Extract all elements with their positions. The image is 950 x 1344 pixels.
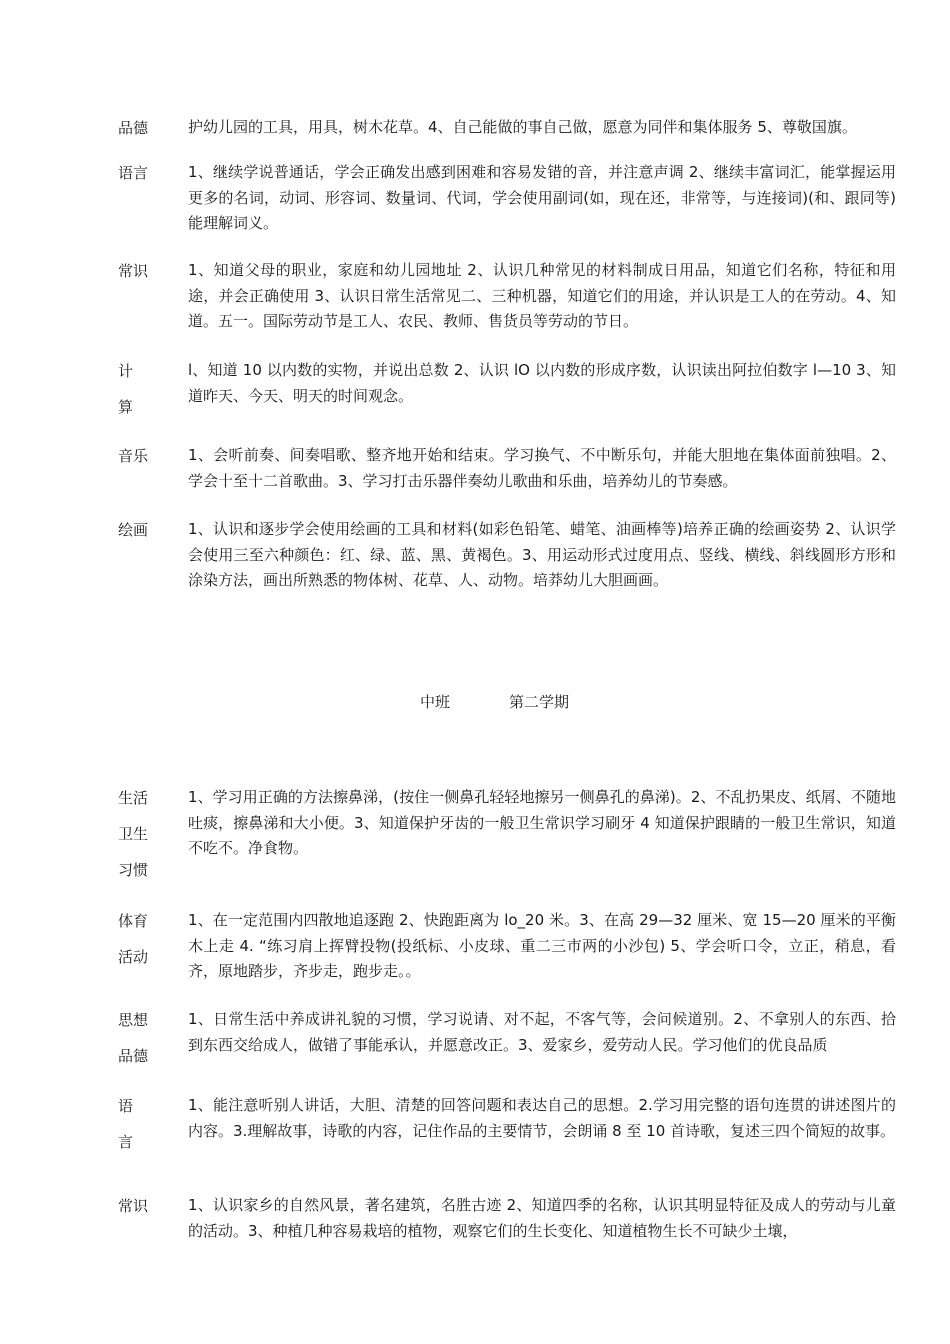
subject-label: 生活卫生习惯 bbox=[118, 789, 149, 879]
subject-content: 1、知道父母的职业，家庭和幼儿园地址 2、认识几种常见的材料制成日用品，知道它们名称，特征和用途，并会正确使用 3、认识日常生活常见二、三种机器，知道它们的用途，并认识是工人的在劳动。4、知道。五一。国际劳动节是工人、农民、教师、售货员等劳动的节日。 bbox=[188, 261, 896, 330]
term-name: 第二学期 bbox=[509, 693, 570, 711]
subject-label: 思想品德 bbox=[118, 1011, 149, 1065]
subject-content: 1、学习用正确的方法擦鼻涕，(按住一侧鼻孔轻轻地擦另一侧鼻孔的鼻涕)。2、不乱扔果皮、纸屑、不随地吐痰，擦鼻涕和大小便。3、知道保护牙齿的一般卫生常识学习刷牙 4 知道保护跟睛的一般卫生常识，知道不吃不。净食物。 bbox=[188, 788, 896, 857]
subject-label: 计算 bbox=[118, 362, 134, 416]
subject-label: 绘画 bbox=[118, 521, 149, 539]
subject-label: 音乐 bbox=[118, 447, 149, 465]
subject-content: 1、会听前奏、间奏唱歌、整齐地开始和结束。学习换气、不中断乐句，并能大胆地在集体面前独唱。2、学会十至十二首歌曲。3、学习打击乐器伴奏幼儿歌曲和乐曲，培养幼儿的节奏感。 bbox=[188, 446, 896, 490]
subject-content: 1、日常生活中养成讲礼貌的习惯，学习说请、对不起，不客气等，会问候道别。2、不拿别人的东西、拾到东西交给成人，做错了事能承认，并愿意改正。3、爱家乡，爱劳动人民。学习他们的优良品质 bbox=[188, 1010, 896, 1054]
subject-content: 1、认识和逐步学会使用绘画的工具和材料(如彩色铅笔、蜡笔、油画棒等)培养正确的绘画姿势 2、认识学会使用三至六种颜色：红、绿、蓝、黑、黄褐色。3、用运动形式过度用点、竖线、横线、斜线圆形方形和涂染方法，画出所熟悉的物体树、花草、人、动物。培莽幼儿大胆画画。 bbox=[188, 520, 896, 589]
subject-label: 语言 bbox=[118, 1097, 134, 1151]
subject-content: 1、能注意听别人讲话，大胆、清楚的回答问题和表达自己的思想。2.学习用完整的语句连贯的讲述图片的内容。3.理解故事，诗歌的内容，记住作品的主要情节，会朗诵 8 至 10 首诗歌，复述三四个简短的故事。 bbox=[188, 1096, 896, 1140]
subject-label: 常识 bbox=[118, 1197, 149, 1215]
subject-content: 1、认识家乡的自然风景，著名建筑，名胜古迹 2、知道四季的名称，认识其明显特征及成人的劳动与儿童的活动。3、种植几种容易栽培的植物，观察它们的生长变化、知道植物生长不可缺少土壤， bbox=[188, 1196, 896, 1240]
subject-content: 护幼儿园的工具，用具，树木花草。4、自己能做的事自己做，愿意为同伴和集体服务 5、尊敬国旗。 bbox=[188, 118, 857, 136]
subject-content: 1、在一定范围内四散地追逐跑 2、快跑距离为 lo_20 米。3、在高 29—32 厘米、宽 15—20 厘米的平衡木上走 4. “练习肩上挥臂投物(投纸标、小皮球、重二三市两的小沙包) 5、学会听口令，立正，稍息，看齐，原地踏步，齐步走，跑步走。。 bbox=[188, 911, 896, 980]
subject-label: 常识 bbox=[118, 262, 149, 280]
subject-label: 体育活动 bbox=[118, 912, 149, 966]
class-name: 中班 bbox=[420, 693, 451, 711]
subject-content: l、知道 10 以内数的实物，并说出总数 2、认识 lO 以内数的形成序数，认识读出阿拉伯数字 l—10 3、知道昨天、今天、明天的时间观念。 bbox=[188, 361, 896, 405]
subject-label: 语言 bbox=[118, 164, 149, 182]
subject-label: 品德 bbox=[118, 119, 149, 137]
subject-content: 1、继续学说普通话，学会正确发出感到困难和容易发错的音，并注意声调 2、继续丰富词汇，能掌握运用更多的名词，动词、形容词、数量词、代词，学会使用副词(如，现在还，非常等，与连接词)(和、跟同等)能理解词义。 bbox=[188, 163, 896, 232]
